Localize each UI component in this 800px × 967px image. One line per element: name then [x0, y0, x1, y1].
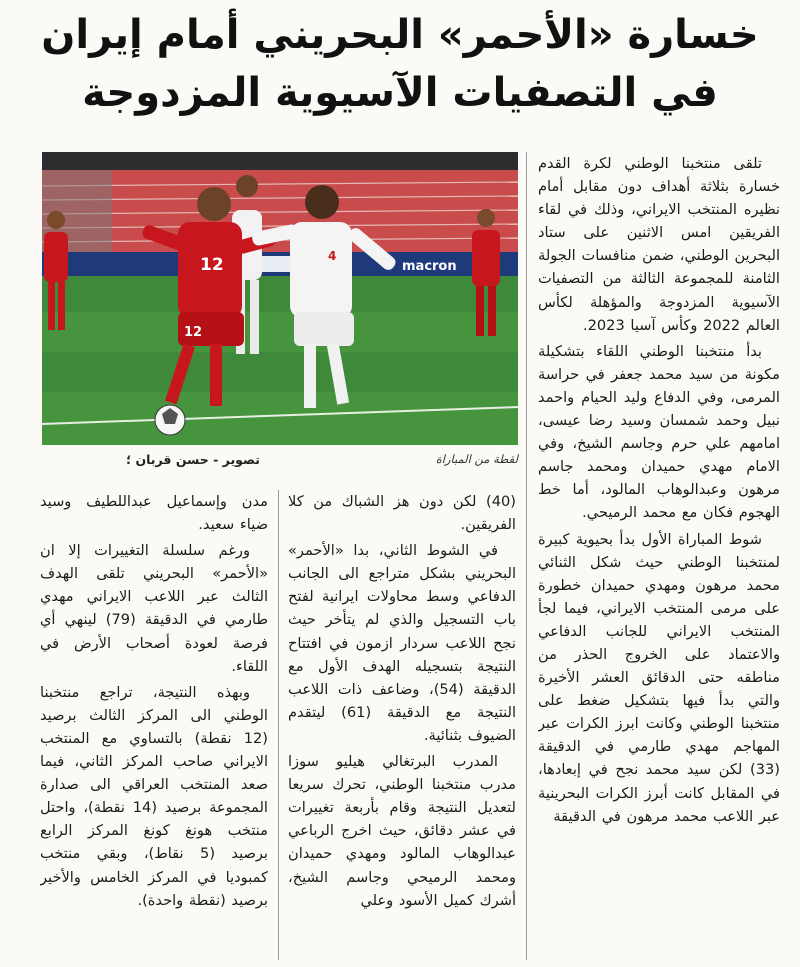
column-divider: [526, 152, 527, 960]
football: [155, 405, 185, 435]
photo-credit: تصوير - حسن قربان ؛: [126, 452, 260, 467]
headline: [20, 6, 780, 122]
paragraph: في الشوط الثاني، بدا «الأحمر» البحريني بشكل متراجع الى الجانب الدفاعي وسط محاولات ايرانية لفتح باب التسجيل والذي لم يتأخر حيث نجح اللاعب سردار ازمون في افتتاح النتيجة بتسجيله الهدف الأول مع الدقيقة (54)، وضاعف ذات اللاعب النتيجة مع الدقيقة (61) ليتقدم الضيوف بثنائية.: [288, 542, 516, 744]
article-column-middle: [288, 490, 516, 960]
article-column-right: [538, 152, 780, 960]
paragraph: مدن وإسماعيل عبداللطيف وسيد ضياء سعيد.: [40, 493, 268, 534]
iran-jersey-number: 4: [328, 249, 337, 263]
paragraph: المدرب البرتغالي هيليو سوزا مدرب منتخبنا الوطني، تحرك سريعا لتعديل النتيجة وقام بأربعة تغييرات في عشر دقائق، حيث اخرج الرباعي عبدالوهاب المالود ومهدي حميدان ومحمد الرميحي وجاسم الشيخ، أشرك كميل الأسود وعلي: [288, 753, 516, 909]
match-photo: [42, 152, 518, 445]
paragraph: شوط المباراة الأول بدأ بحيوية كبيرة لمنتخبنا الوطني حيث شكل الثنائي محمد مرهون ومهدي حميدان خطورة على مرمى المنتخب الايراني، فيما لجأ المنتخب الايراني للجانب الدفاعي والاعتماد على الخروج الحذر من مناطقه حتى الدقائق العشر الأخيرة والتي بدأ فيها بتشكيل ضغط على منتخبنا الوطني وكانت ابرز الكرات عبر المهاجم مهدي طارمي في الدقيقة (33) لكن سيد محمد نجح في إبعادها، في المقابل كانت أبرز الكرات البحرينية عبر اللاعب محمد مرهون في الدقيقة: [538, 530, 780, 825]
paragraph: (40) لكن دون هز الشباك من كلا الفريقين.: [288, 493, 516, 534]
photo-caption: لقطة من المباراة: [435, 452, 518, 466]
bahrain-shorts-number: 12: [184, 325, 203, 340]
article-column-left: [40, 490, 268, 960]
paragraph: ورغم سلسلة التغييرات إلا ان «الأحمر» البحريني تلقى الهدف الثالث عبر اللاعب الايراني مهدي طارمي في الدقيقة (79) لينهي أي فرصة لعودة أصحاب الأرض في اللقاء.: [40, 542, 268, 675]
column-divider: [278, 490, 279, 960]
paragraph: تلقى منتخبنا الوطني لكرة القدم خسارة بثلاثة أهداف دون مقابل أمام نظيره المنتخب الايراني، وذلك في لقاء الفريقين امس الاثنين على ستاد البحرين الوطني، ضمن منافسات الجولة الثامنة للمجموعة الثالثة من التصفيات الآسيوية المزدوجة والمؤهلة لكأس العالم 2022 وكأس آسيا 2023.: [538, 155, 780, 334]
paragraph: بدأ منتخبنا الوطني اللقاء بتشكيلة مكونة من سيد محمد جعفر في حراسة المرمى، وفي الدفاع وليد الحيام واحمد نبيل وحمد شمسان وسيد رضا عيسى، امامهم علي حرم وجاسم الشيخ، وفي الامام مهدي حميدان ومحمد جاسم مرهون وعبدالوهاب المالود، أما خط الهجوم فكان مع محمد الرميحي.: [538, 342, 780, 522]
headline-line-1: خسارة «الأحمر» البحريني أمام إيران: [41, 12, 759, 58]
bahrain-jersey-number: 12: [200, 255, 224, 275]
headline-line-2: في التصفيات الآسيوية المزدوجة: [82, 70, 718, 116]
ad-board-text: macron: [402, 259, 457, 274]
paragraph: وبهذه النتيجة، تراجع منتخبنا الوطني الى المركز الثالث برصيد (12 نقطة) بالتساوي مع المنتخب الايراني صاحب المركز الثاني، فيما صعد المنتخب العراقي الى صدارة المجموعة برصيد (14 نقطة)، واحتل منتخب هونغ كونغ المركز الرابع برصيد (5 نقاط)، وبقي منتخب كمبوديا في المركز الخامس والأخير برصيد (نقطة واحدة).: [40, 683, 268, 909]
